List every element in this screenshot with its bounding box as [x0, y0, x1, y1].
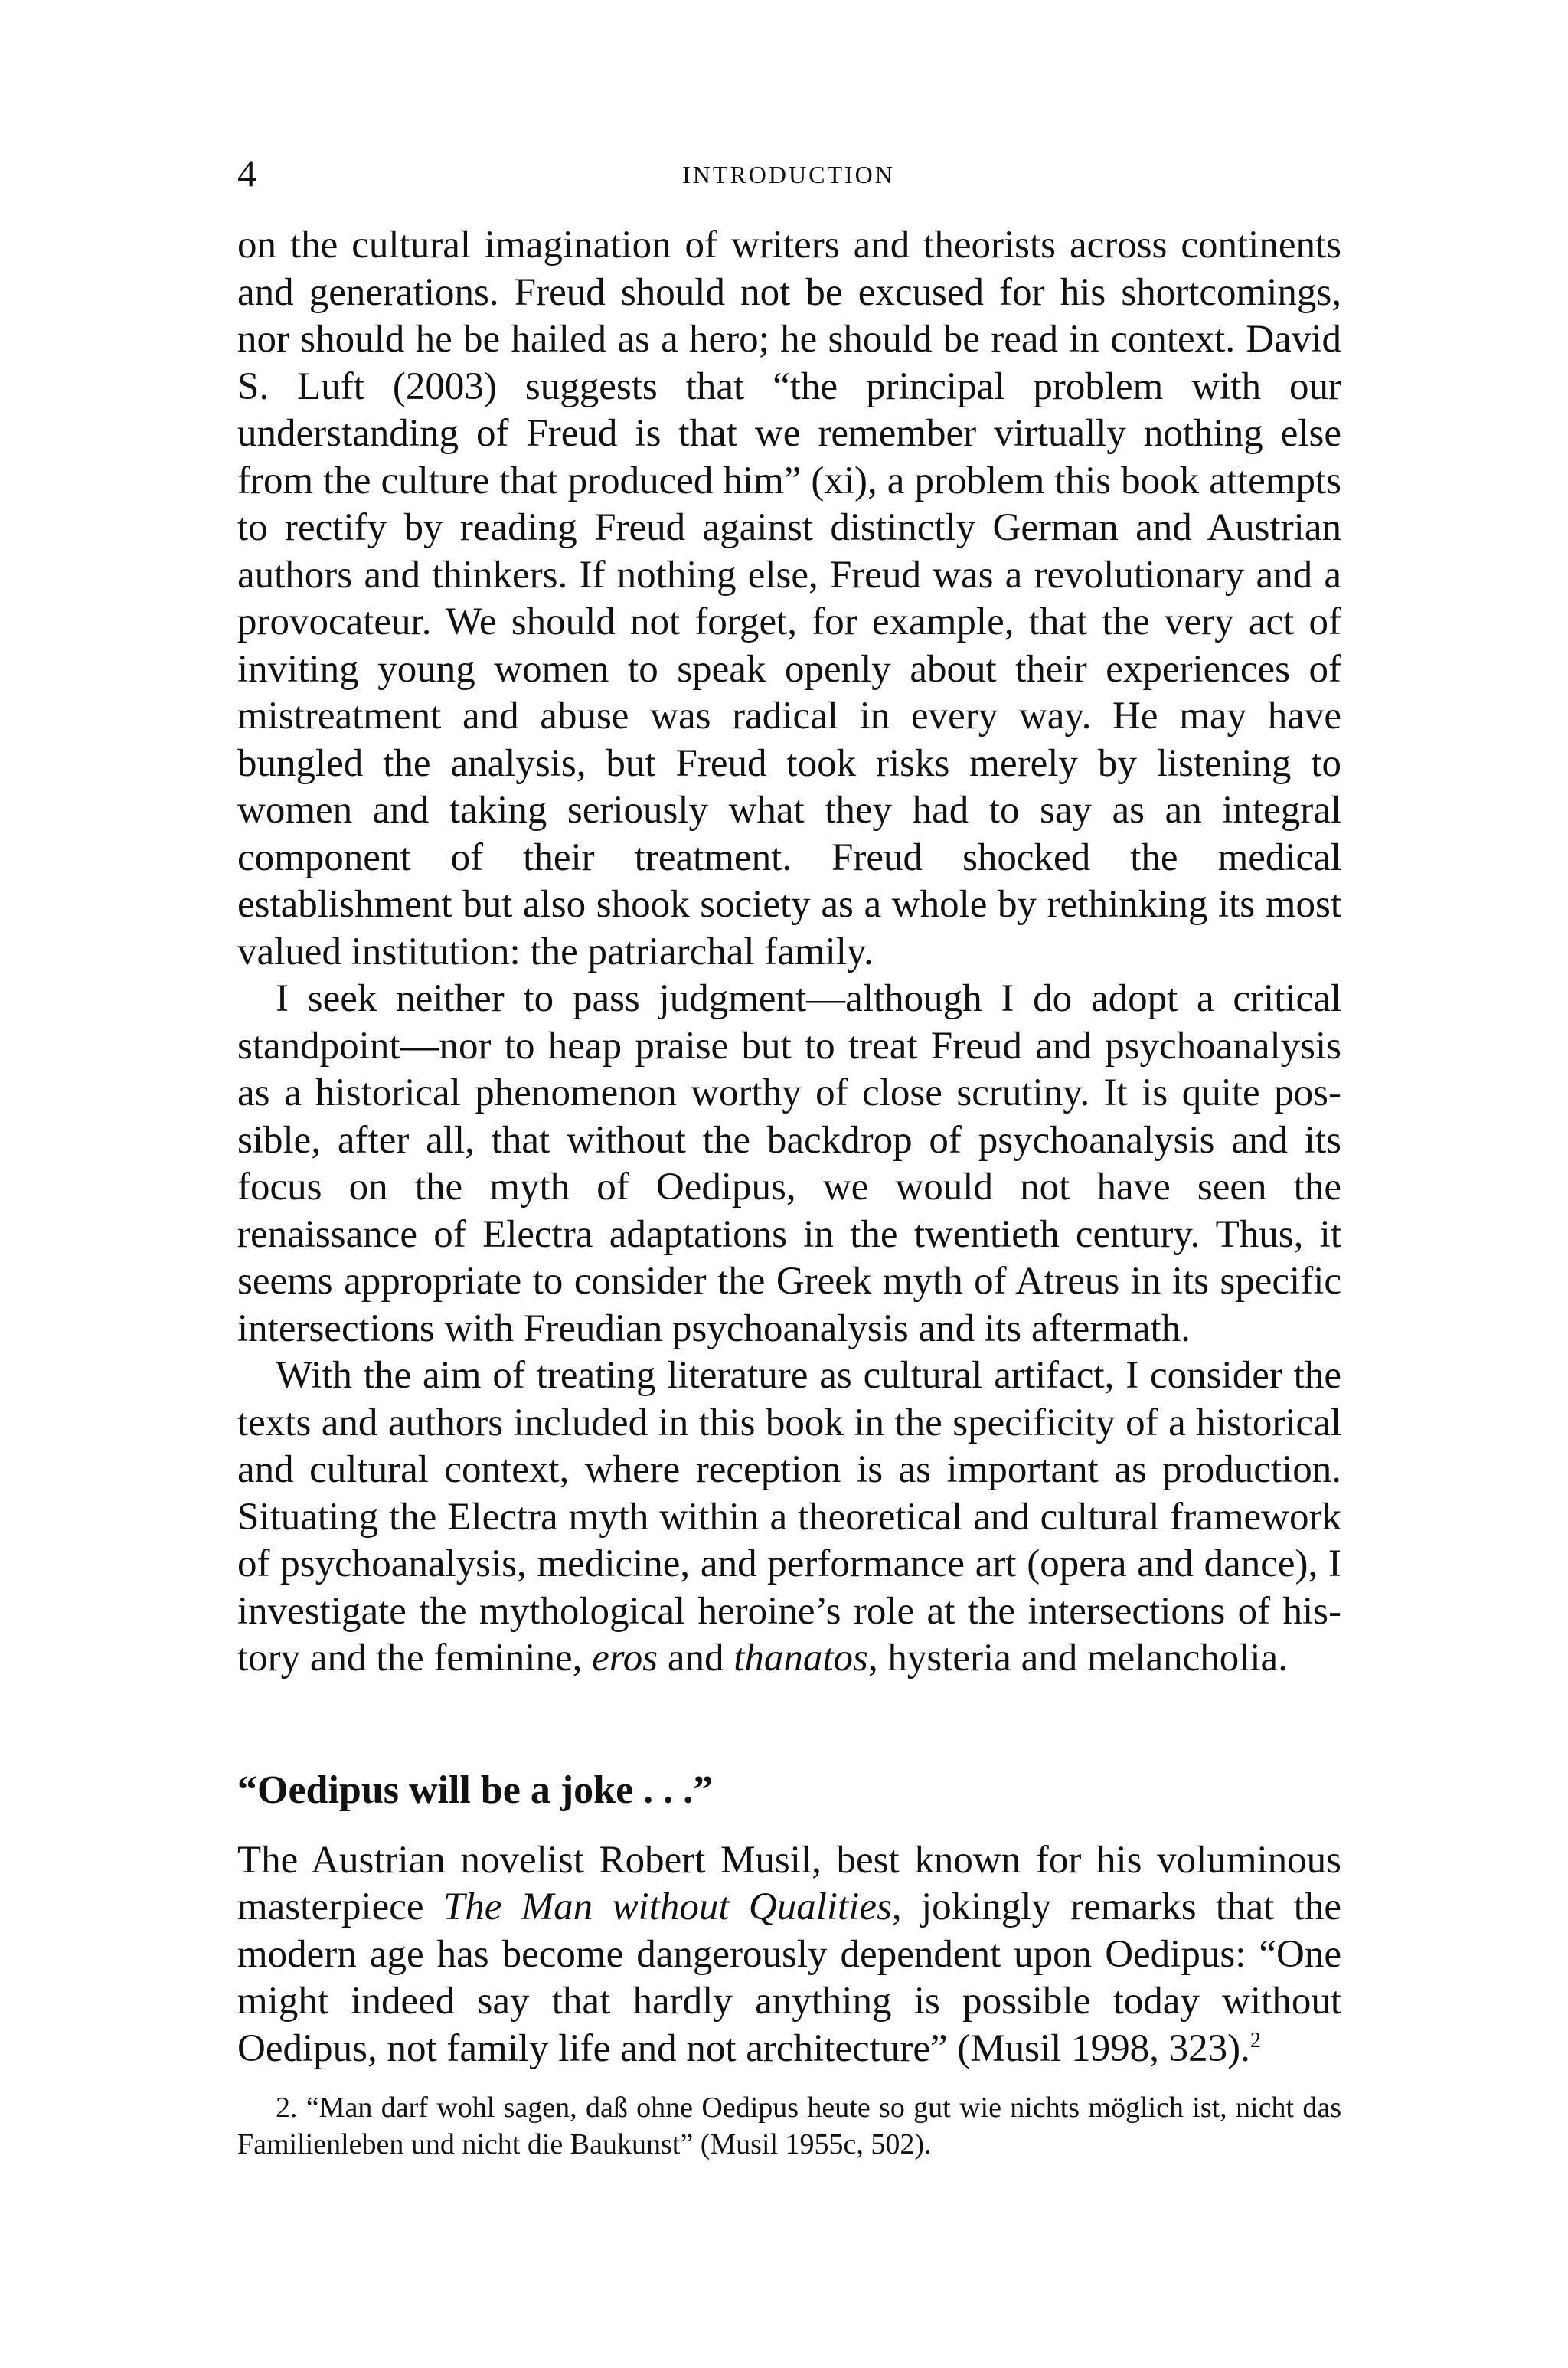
section-heading: “Oedipus will be a joke . . .”: [237, 1768, 714, 1812]
footnote-number: 2.: [276, 2092, 298, 2124]
paragraph-3-text-middle: and: [658, 1637, 734, 1680]
paragraph-3-text-before: With the aim of treating literature as cultural artifact, I consider the texts and authors included in this book in the specificity of a historical and cultural context, where reception is as important as production. Situating the Electra myth within a theoretical and cultural framework of psychoanalysis, medicine, and performance art (opera and dance), I investigate the mythological heroine’s role at the intersections of history and the feminine,: [237, 1354, 1341, 1680]
section-text-after: , jokingly remarks that the modern age has become dangerously dependent upon Oedipus: “One might indeed say that hardly anything is possible today without Oedipus, not family life and not architecture” (Musil 1998, 323).: [237, 1886, 1342, 2070]
footnotes: [237, 2089, 1341, 2163]
paragraph-3: [237, 1352, 1341, 1683]
italic-thanatos: thanatos: [733, 1637, 868, 1680]
page-number: 4: [237, 152, 256, 195]
section-text-before: The Austrian novelist Robert Musil, best known for his voluminous masterpiece: [237, 1838, 1341, 1928]
footnote-reference[interactable]: 2: [1250, 2028, 1261, 2052]
section-paragraph: [237, 1837, 1341, 2073]
body-text: [237, 222, 1341, 2072]
paragraph-3-text-after: , hysteria and melancholia.: [867, 1637, 1288, 1680]
footnote-text: “Man darf wohl sagen, daß ohne Oedipus heute so gut wie nichts möglich ist, nicht das Familienleben und nicht die Baukunst” (Musil 1955c, 502).: [237, 2092, 1342, 2160]
italic-book-title: The Man without Qualities: [443, 1886, 892, 1928]
running-title: INTRODUCTION: [682, 161, 895, 188]
paragraph-1: on the cultural imagination of writers and theorists across continents and generations. Freud should not be excused for his shortcomings, nor should he be hailed as a hero; he should be read in context. David S. Luft (2003) suggests that “the principal problem with our understanding of Freud is that we remember virtually nothing else from the culture that produced him” (xi), a problem this book attempts to rectify by reading Freud against distinctly German and Austrian authors and thinkers. If nothing else, Freud was a revolutionary and a provocateur. We should not forget, for example, that the very act of inviting young women to speak openly about their experiences of mistreatment and abuse was radical in every way. He may have bungled the analysis, but Freud took risks merely by listening to women and taking seriously what they had to say as an integral component of their treatment. Freud shocked the medical establishment but also shook society as a whole by rethinking its most valued institution: the patriarchal family.: [237, 224, 1341, 973]
paragraph-2: I seek neither to pass judgment—although I do adopt a critical standpoint—nor to heap praise but to treat Freud and psychoanalysis as a historical phenomenon worthy of close scrutiny. It is quite possible, after all, that without the backdrop of psychoanalysis and its focus on the myth of Oedipus, we would not have seen the renaissance of Electra adaptations in the twentieth century. Thus, it seems appropriate to consider the Greek myth of Atreus in its specific intersections with Freudian psychoanalysis and its aftermath.: [237, 977, 1341, 1350]
running-head: [237, 150, 1340, 196]
footnote-2: [237, 2089, 1341, 2163]
italic-eros: eros: [592, 1637, 658, 1680]
